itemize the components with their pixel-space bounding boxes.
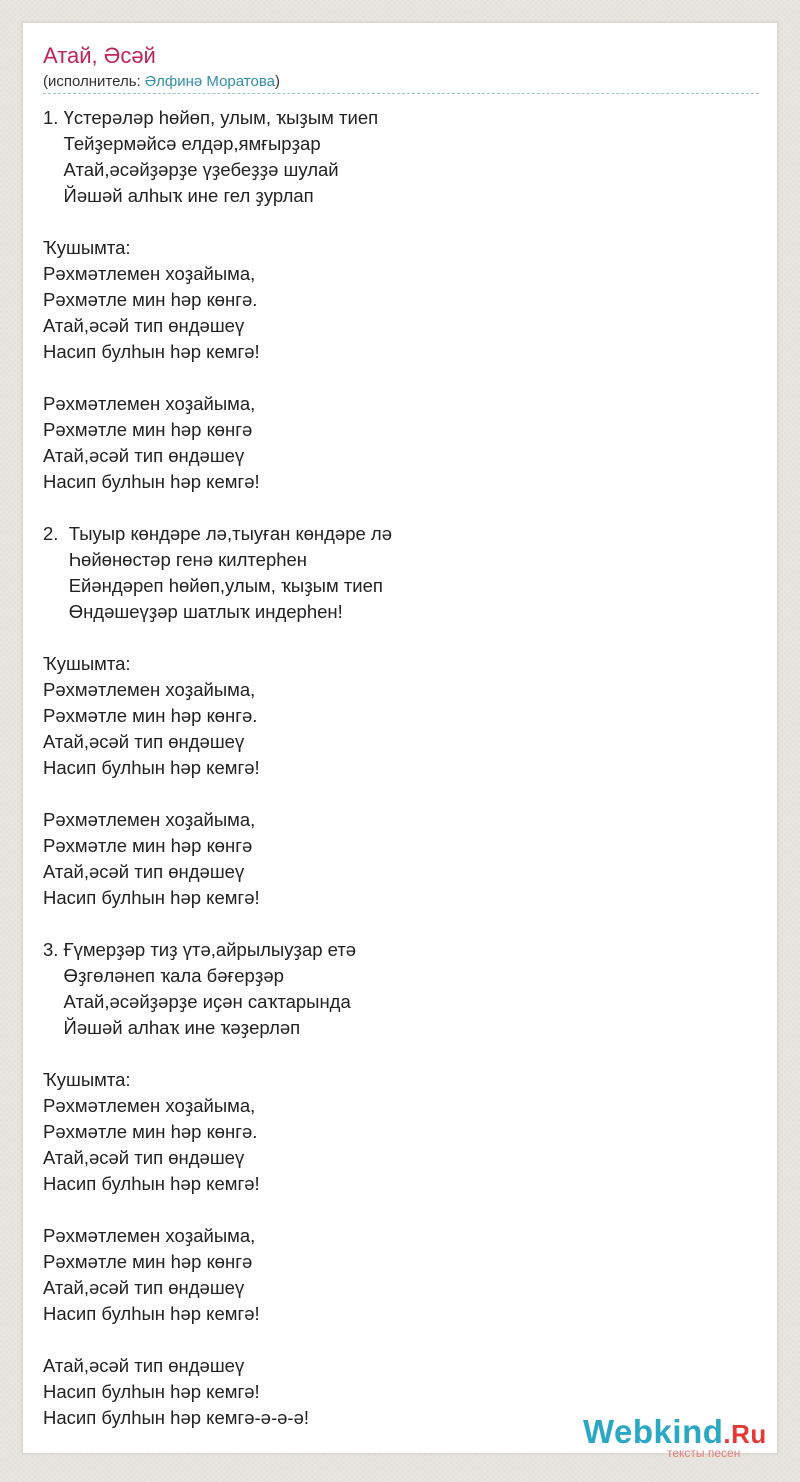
lyric-line: Рәхмәтлемен хоҙайыма, (43, 679, 256, 700)
lyric-line: Ҡушымта: (43, 1069, 131, 1090)
stanza-break (43, 1327, 743, 1353)
lyric-line: Насип булһын һәр кемгә! (43, 1303, 260, 1324)
lyrics-body (43, 105, 743, 1431)
lyric-line: Насип булһын һәр кемгә! (43, 887, 260, 908)
lyric-line: Насип булһын һәр кемгә! (43, 471, 260, 492)
song-title: Атай, Әсәй (43, 43, 156, 68)
lyric-line: Атай,әсәй тип өндәшеү (43, 1277, 245, 1298)
lyric-line: Тейҙермәйсә елдәр,ямғырҙар (43, 133, 321, 154)
lyric-line: Атай,әсәйҙәрҙе үҙебеҙҙә шулай (43, 159, 339, 180)
lyric-line: Атай,әсәй тип өндәшеү (43, 1355, 245, 1376)
lyric-line: Рәхмәтлемен хоҙайыма, (43, 1095, 256, 1116)
lyric-line: 3. Ғүмерҙәр тиҙ үтә,айрылыуҙар етә (43, 939, 357, 960)
artist-link[interactable]: Әлфинә Моратова (144, 73, 275, 90)
artist-suffix: ) (274, 73, 280, 90)
lyric-line: Рәхмәтле мин һәр көнгә. (43, 289, 258, 310)
lyric-line: Насип булһын һәр кемгә! (43, 757, 260, 778)
lyric-line: Рәхмәтле мин һәр көнгә. (43, 705, 258, 726)
lyric-line: Рәхмәтле мин һәр көнгә. (43, 1121, 258, 1142)
lyric-line: Өҙгөләнеп ҡала бәғерҙәр (43, 965, 284, 986)
stanza-break (43, 365, 743, 391)
lyric-line: Насип булһын һәр кемгә-ә-ә-ә! (43, 1407, 310, 1428)
lyric-line: Атай,әсәй тип өндәшеү (43, 445, 245, 466)
lyric-line: Ҡушымта: (43, 237, 131, 258)
lyric-line: Атай,әсәй тип өндәшеү (43, 861, 245, 882)
lyric-line: Йәшәй алһаҡ ине ҡәҙерләп (43, 1017, 301, 1038)
lyric-line: 1. Үстерәләр һөйөп, улым, ҡыҙым тиеп (43, 107, 379, 128)
lyric-line: Рәхмәтлемен хоҙайыма, (43, 263, 256, 284)
lyric-line: Рәхмәтлемен хоҙайыма, (43, 393, 256, 414)
lyric-line: Ҡушымта: (43, 653, 131, 674)
logo-domain: .Ru (723, 1419, 767, 1449)
lyric-line: Рәхмәтле мин һәр көнгә (43, 419, 253, 440)
artist-line (43, 73, 280, 90)
lyric-line: Насип булһын һәр кемгә! (43, 1173, 260, 1194)
lyric-line: Рәхмәтлемен хоҙайыма, (43, 1225, 256, 1246)
lyric-line: Ейәндәреп һөйөп,улым, ҡыҙым тиеп (43, 575, 383, 596)
lyric-line: Насип булһын һәр кемгә! (43, 341, 260, 362)
lyric-line: Атай,әсәй тип өндәшеү (43, 315, 245, 336)
logo-tagline: тексты песен (667, 1446, 741, 1460)
lyrics-card (22, 22, 778, 1460)
lyric-line: Һөйөнөстәр генә килтерһен (43, 549, 308, 570)
stanza-break (43, 781, 743, 807)
header-divider (43, 93, 759, 94)
lyric-line: Рәхмәтлемен хоҙайыма, (43, 809, 256, 830)
stanza-break (43, 495, 743, 521)
lyric-line: Атай,әсәйҙәрҙе иҫән саҡтарында (43, 991, 351, 1012)
lyric-line: Рәхмәтле мин һәр көнгә (43, 835, 253, 856)
lyric-line: Атай,әсәй тип өндәшеү (43, 731, 245, 752)
stanza-break (43, 911, 743, 937)
lyric-line: Насип булһын һәр кемгә! (43, 1381, 260, 1402)
lyric-line: 2. Тыуыр көндәре лә,тыуған көндәре лә (43, 523, 392, 544)
stanza-break (43, 1197, 743, 1223)
stanza-break (43, 625, 743, 651)
lyric-line: Рәхмәтле мин һәр көнгә (43, 1251, 253, 1272)
webkind-logo[interactable] (583, 1413, 783, 1463)
stanza-break (43, 209, 743, 235)
lyric-line: Атай,әсәй тип өндәшеү (43, 1147, 245, 1168)
lyric-line: Өндәшеүҙәр шатлыҡ индерһен! (43, 601, 343, 622)
artist-prefix: (исполнитель: (43, 73, 145, 90)
logo-main-text: Webkind (583, 1413, 724, 1450)
stanza-break (43, 1041, 743, 1067)
lyric-line: Йәшәй алһыҡ ине гел ҙурлап (43, 185, 314, 206)
